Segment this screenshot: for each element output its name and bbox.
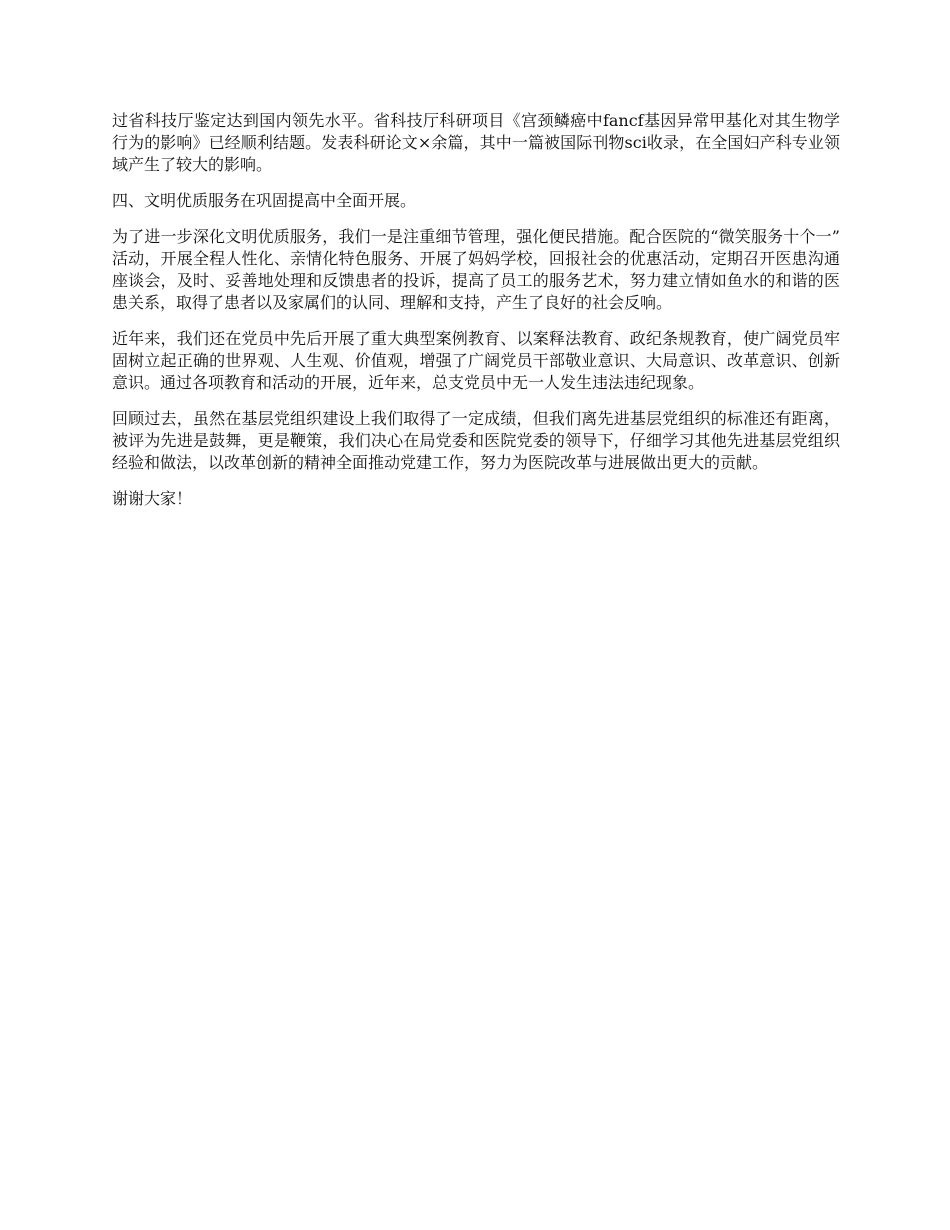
document-body xyxy=(112,110,840,524)
paragraph-quality-service: 为了进一步深化文明优质服务，我们一是注重细节管理，强化便民措施。配合医院的“微笑服务十个一”活动，开展全程人性化、亲情化特色服务、开展了妈妈学校，回报社会的优惠活动，定期召开医患沟通座谈会，及时、妥善地处理和反馈患者的投诉，提高了员工的服务艺术，努力建立情如鱼水的和谐的医患关系，取得了患者以及家属们的认同、理解和支持，产生了良好的社会反响。 xyxy=(112,227,840,312)
closing-thanks: 谢谢大家！ xyxy=(112,489,193,508)
paragraph-review-outlook: 回顾过去，虽然在基层党组织建设上我们取得了一定成绩，但我们离先进基层党组织的标准还有距离，被评为先进是鼓舞，更是鞭策，我们决心在局党委和医院党委的领导下，仔细学习其他先进基层党组织经验和做法，以改革创新的精神全面推动党建工作，努力为医院改革与进展做出更大的贡献。 xyxy=(112,409,840,472)
section-heading-service: 四、文明优质服务在巩固提高中全面开展。 xyxy=(112,191,417,210)
paragraph-party-education: 近年来，我们还在党员中先后开展了重大典型案例教育、以案释法教育、政纪条规教育，使广阔党员牢固树立起正确的世界观、人生观、价值观，增强了广阔党员干部敬业意识、大局意识、改革意识、创新意识。通过各项教育和活动的开展，近年来，总支党员中无一人发生违法违纪现象。 xyxy=(112,329,840,392)
paragraph-research-achievements: 过省科技厅鉴定达到国内领先水平。省科技厅科研项目《宫颈鳞癌中fancf基因异常甲基化对其生物学行为的影响》已经顺利结题。发表科研论文×余篇，其中一篇被国际刊物sci收录，在全国妇产科专业领域产生了较大的影响。 xyxy=(112,111,840,174)
